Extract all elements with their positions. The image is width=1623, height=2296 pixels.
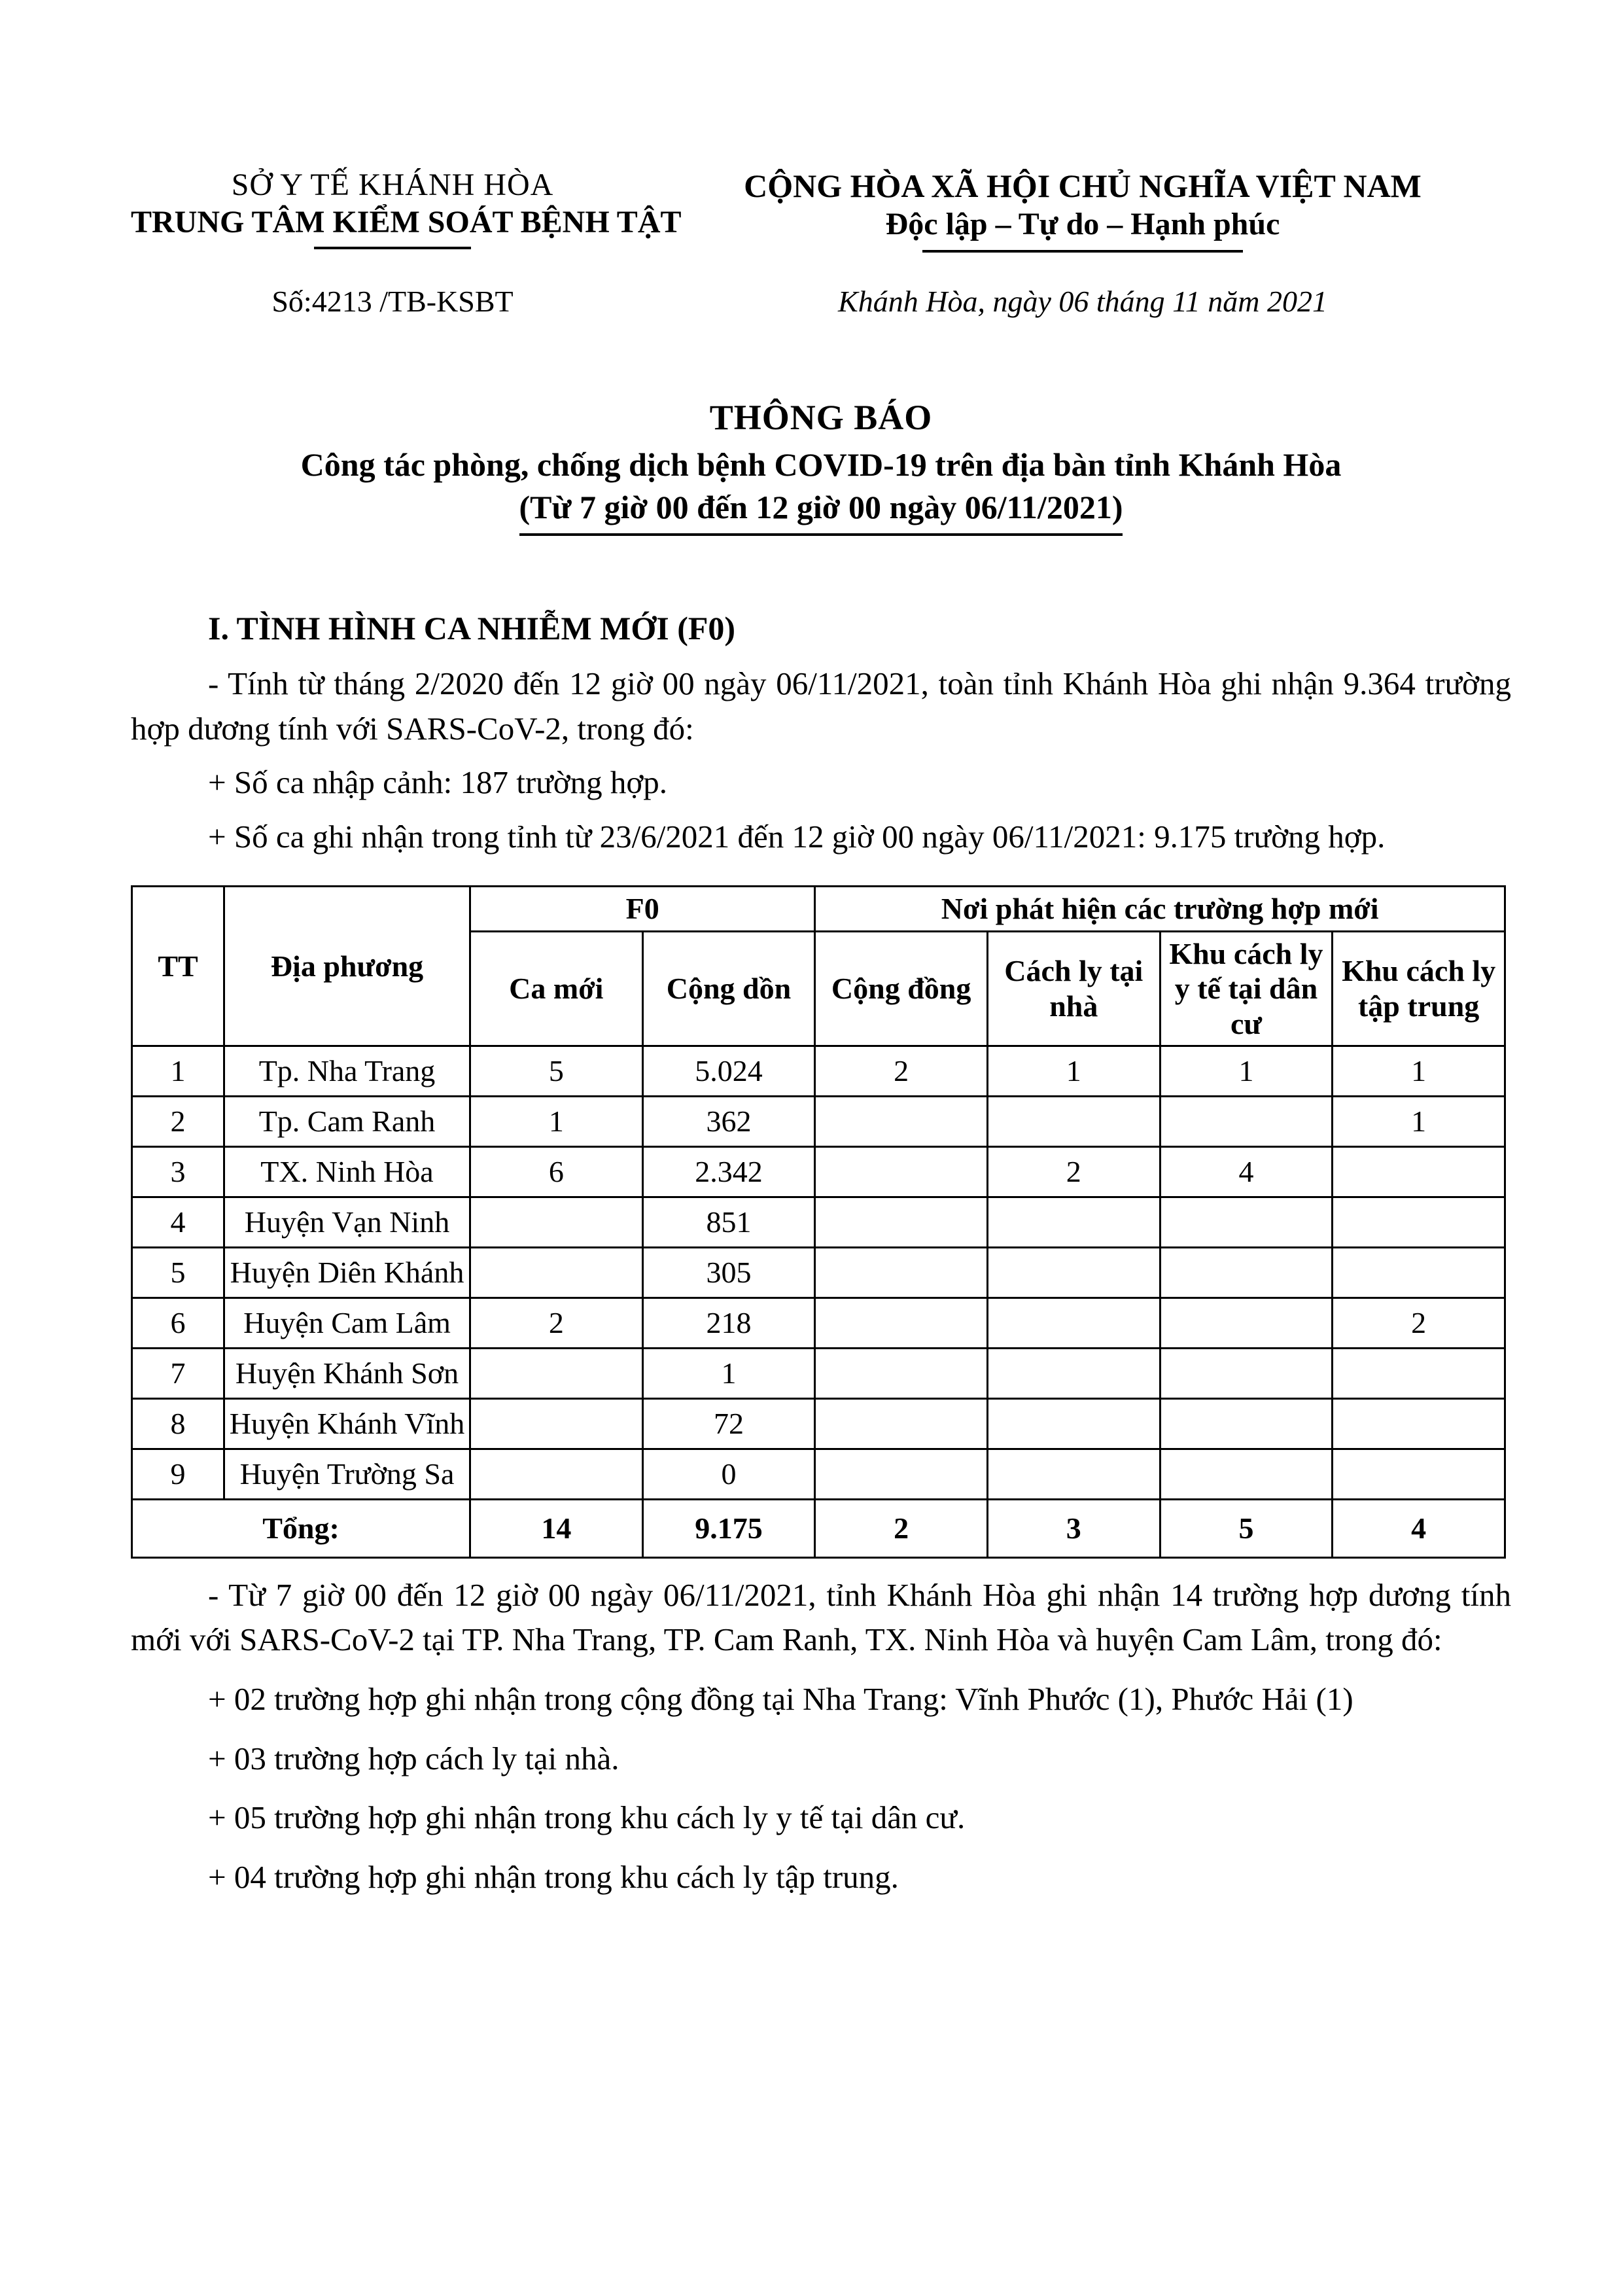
total-residential-quarantine: 5 (1160, 1499, 1333, 1557)
cell-tt: 6 (132, 1298, 224, 1348)
header-residential-quarantine: Khu cách ly y tế tại dân cư (1160, 931, 1333, 1046)
document-title-block (131, 396, 1511, 537)
covid-cases-table (131, 885, 1506, 1558)
cell-cumulative: 1 (642, 1348, 815, 1398)
header-locality: Địa phương (224, 887, 470, 1046)
cell-community (815, 1298, 988, 1348)
title-period: (Từ 7 giờ 00 đến 12 giờ 00 ngày 06/11/2021) (519, 486, 1123, 536)
cell-new-cases (470, 1449, 643, 1499)
table-row (132, 1197, 1505, 1247)
cell-cumulative: 851 (642, 1197, 815, 1247)
cell-community: 2 (815, 1046, 988, 1096)
cell-central-quarantine (1333, 1247, 1505, 1298)
cell-community (815, 1146, 988, 1197)
cell-cumulative: 218 (642, 1298, 815, 1348)
cell-residential-quarantine (1160, 1197, 1333, 1247)
cell-residential-quarantine (1160, 1247, 1333, 1298)
header-community: Cộng đồng (815, 931, 988, 1046)
cell-tt: 2 (132, 1096, 224, 1146)
cell-tt: 9 (132, 1449, 224, 1499)
cell-community (815, 1449, 988, 1499)
cell-residential-quarantine: 1 (1160, 1046, 1333, 1096)
cell-home-quarantine (987, 1348, 1160, 1398)
table-header-row-groups (132, 887, 1505, 931)
table-row (132, 1348, 1505, 1398)
section-heading-one: I. TÌNH HÌNH CA NHIỄM MỚI (F0) (208, 610, 736, 647)
cell-tt: 3 (132, 1146, 224, 1197)
paragraph-imported-cases: + Số ca nhập cảnh: 187 trường hợp. (208, 764, 668, 801)
cell-residential-quarantine (1160, 1449, 1333, 1499)
paragraph-domestic-cases: + Số ca ghi nhận trong tỉnh từ 23/6/2021 đến 12 giờ 00 ngày 06/11/2021: 9.175 trường hợp. (208, 818, 1386, 855)
cell-locality: Huyện Diên Khánh (224, 1247, 470, 1298)
cell-community (815, 1348, 988, 1398)
department-name: SỞ Y TẾ KHÁNH HÒA (231, 168, 554, 202)
cell-central-quarantine (1333, 1398, 1505, 1449)
cell-home-quarantine (987, 1247, 1160, 1298)
header-tt: TT (132, 887, 224, 1046)
cell-central-quarantine: 2 (1333, 1298, 1505, 1348)
cell-cumulative: 5.024 (642, 1046, 815, 1096)
cell-tt: 4 (132, 1197, 224, 1247)
document-content (131, 0, 1511, 1899)
table-body (132, 1046, 1505, 1499)
cell-locality: Tp. Cam Ranh (224, 1096, 470, 1146)
cell-community (815, 1398, 988, 1449)
table-row (132, 1247, 1505, 1298)
header-central-quarantine: Khu cách ly tập trung (1333, 931, 1505, 1046)
cell-new-cases (470, 1398, 643, 1449)
cell-cumulative: 72 (642, 1398, 815, 1449)
cell-locality: Huyện Khánh Vĩnh (224, 1398, 470, 1449)
header-group-f0: F0 (470, 887, 815, 931)
total-home-quarantine: 3 (987, 1499, 1160, 1557)
cell-tt: 7 (132, 1348, 224, 1398)
document-number: Số:4213 /TB-KSBT (271, 284, 514, 318)
table-row (132, 1046, 1505, 1096)
table-row (132, 1096, 1505, 1146)
bullet-central-quarantine-cases: + 04 trường hợp ghi nhận trong khu cách ly tập trung. (208, 1858, 899, 1895)
header-group-detection-place: Nơi phát hiện các trường hợp mới (815, 887, 1505, 931)
national-heading-block (654, 167, 1511, 253)
cell-central-quarantine (1333, 1197, 1505, 1247)
national-title: CỘNG HÒA XÃ HỘI CHỦ NGHĨA VIỆT NAM (744, 168, 1422, 204)
cell-community (815, 1197, 988, 1247)
total-community: 2 (815, 1499, 988, 1557)
total-central-quarantine: 4 (1333, 1499, 1505, 1557)
cell-residential-quarantine: 4 (1160, 1146, 1333, 1197)
cell-new-cases (470, 1247, 643, 1298)
header-new-cases: Ca mới (470, 931, 643, 1046)
cell-home-quarantine (987, 1298, 1160, 1348)
cell-central-quarantine (1333, 1146, 1505, 1197)
cell-tt: 1 (132, 1046, 224, 1096)
cell-new-cases: 1 (470, 1096, 643, 1146)
bullet-home-quarantine-cases: + 03 trường hợp cách ly tại nhà. (208, 1740, 620, 1776)
page-title: THÔNG BÁO (709, 397, 933, 437)
cell-residential-quarantine (1160, 1096, 1333, 1146)
national-motto-underline (922, 250, 1243, 253)
table-row (132, 1146, 1505, 1197)
table-row (132, 1398, 1505, 1449)
cell-tt: 5 (132, 1247, 224, 1298)
cell-central-quarantine (1333, 1449, 1505, 1499)
header-cumulative: Cộng dồn (642, 931, 815, 1046)
cell-new-cases (470, 1348, 643, 1398)
cell-residential-quarantine (1160, 1348, 1333, 1398)
table-row (132, 1449, 1505, 1499)
cell-central-quarantine: 1 (1333, 1046, 1505, 1096)
paragraph-cumulative-total: - Tính từ tháng 2/2020 đến 12 giờ 00 ngày 06/11/2021, toàn tỉnh Khánh Hòa ghi nhận 9.364 trường hợp dương tính với SARS-CoV-2, trong đó: (131, 665, 1511, 747)
issuing-organization-block (131, 167, 682, 253)
cell-cumulative: 362 (642, 1096, 815, 1146)
cell-tt: 8 (132, 1398, 224, 1449)
center-name: TRUNG TÂM KIỂM SOÁT BỆNH TẬT (131, 204, 682, 239)
cell-locality: Huyện Cam Lâm (224, 1298, 470, 1348)
total-new-cases: 14 (470, 1499, 643, 1557)
table-head (132, 887, 1505, 1046)
cell-home-quarantine: 1 (987, 1046, 1160, 1096)
national-motto: Độc lập – Tự do – Hạnh phúc (885, 207, 1280, 241)
cell-home-quarantine (987, 1449, 1160, 1499)
cell-residential-quarantine (1160, 1298, 1333, 1348)
cell-cumulative: 0 (642, 1449, 815, 1499)
total-label: Tổng: (132, 1499, 470, 1557)
organization-underline (314, 247, 471, 249)
table-row (132, 1298, 1505, 1348)
cell-locality: Huyện Trường Sa (224, 1449, 470, 1499)
header-home-quarantine: Cách ly tại nhà (987, 931, 1160, 1046)
bullet-residential-quarantine-cases: + 05 trường hợp ghi nhận trong khu cách ly y tế tại dân cư. (208, 1799, 966, 1836)
cell-locality: Tp. Nha Trang (224, 1046, 470, 1096)
document-reference-row (131, 284, 1511, 319)
cell-home-quarantine: 2 (987, 1146, 1160, 1197)
table-total-row (132, 1499, 1505, 1557)
cell-new-cases (470, 1197, 643, 1247)
cell-home-quarantine (987, 1096, 1160, 1146)
table-foot (132, 1499, 1505, 1557)
cell-home-quarantine (987, 1197, 1160, 1247)
document-masthead (131, 167, 1511, 253)
cell-home-quarantine (987, 1398, 1160, 1449)
bullet-community-cases: + 02 trường hợp ghi nhận trong cộng đồng tại Nha Trang: Vĩnh Phước (1), Phước Hải (1) (208, 1681, 1353, 1718)
cell-central-quarantine (1333, 1348, 1505, 1398)
document-date: Khánh Hòa, ngày 06 tháng 11 năm 2021 (838, 284, 1327, 318)
cell-locality: Huyện Khánh Sơn (224, 1348, 470, 1398)
cell-community (815, 1247, 988, 1298)
cell-new-cases: 5 (470, 1046, 643, 1096)
cell-central-quarantine: 1 (1333, 1096, 1505, 1146)
cell-cumulative: 305 (642, 1247, 815, 1298)
cell-community (815, 1096, 988, 1146)
cell-new-cases: 2 (470, 1298, 643, 1348)
title-subtitle: Công tác phòng, chống dịch bệnh COVID-19 trên địa bàn tỉnh Khánh Hòa (300, 446, 1342, 484)
cell-locality: Huyện Vạn Ninh (224, 1197, 470, 1247)
cell-residential-quarantine (1160, 1398, 1333, 1449)
paragraph-new-cases-summary: - Từ 7 giờ 00 đến 12 giờ 00 ngày 06/11/2021, tỉnh Khánh Hòa ghi nhận 14 trường hợp dương tính mới với SARS-CoV-2 tại TP. Nha Trang, TP. Cam Ranh, TX. Ninh Hòa và huyện Cam Lâm, trong đó: (131, 1576, 1511, 1658)
cell-locality: TX. Ninh Hòa (224, 1146, 470, 1197)
total-cumulative: 9.175 (642, 1499, 815, 1557)
cell-cumulative: 2.342 (642, 1146, 815, 1197)
cell-new-cases: 6 (470, 1146, 643, 1197)
